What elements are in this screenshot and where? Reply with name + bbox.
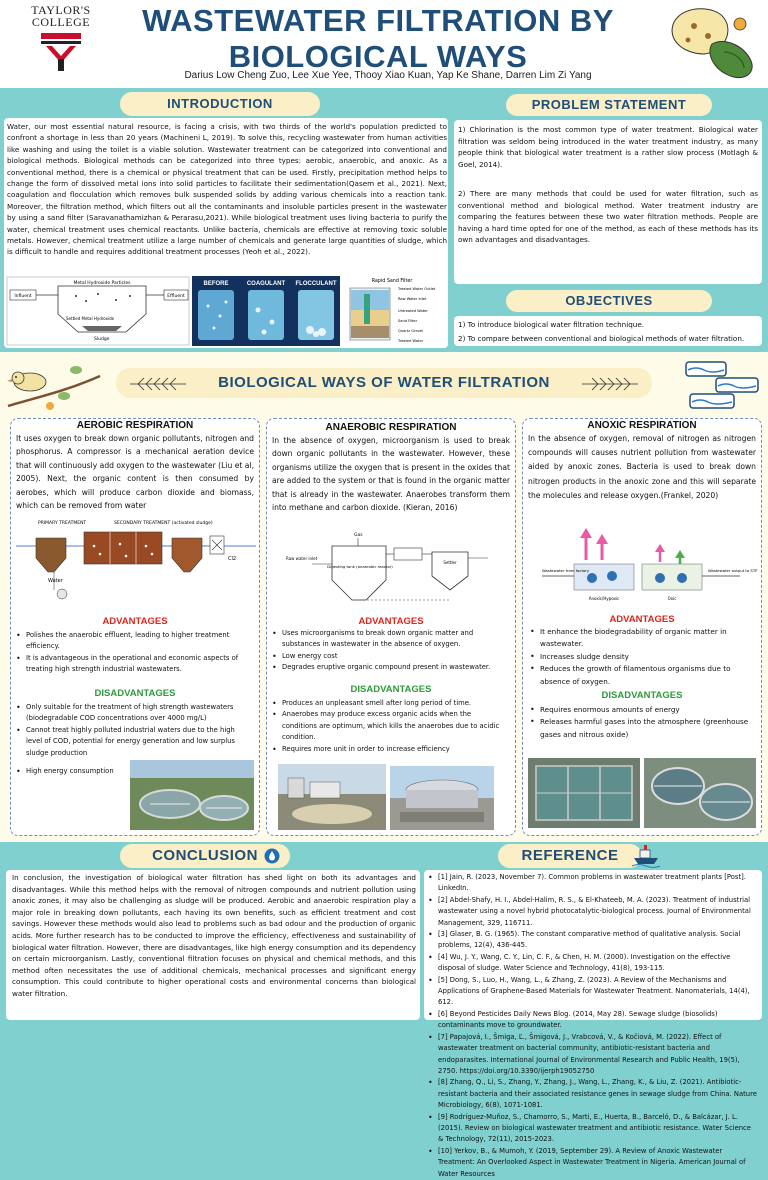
aerobic-diagram-primary-label: PRIMARY TREATMENT <box>38 521 87 526</box>
reference-item: • [1] Jain, R. (2023, November 7). Common problems in wastewater treatment plants [Post]. LinkedIn. <box>428 872 758 895</box>
anoxic-diagram-in-label: Wastewater from factory <box>542 568 590 573</box>
reference-heading: REFERENCE <box>498 844 642 868</box>
anoxic-adv-heading: ADVANTAGES <box>609 614 675 625</box>
anaerobic-plant-photo-2 <box>390 766 494 830</box>
precipitation-diagram <box>6 276 190 346</box>
aerobic-diagram <box>14 516 258 608</box>
aerobic-dis-list-2 <box>16 766 136 777</box>
logo-emblem-icon <box>38 31 84 73</box>
anoxic-diagram-zone1-label: Anoxic/Hypoxic <box>588 596 620 601</box>
anoxic-diagram-zone2-label: Oxic <box>667 596 677 601</box>
wheat-right-icon <box>580 372 640 394</box>
anaerobic-diagram-gas-label: Gas <box>354 533 363 538</box>
fig3-label-4: Sand Filter <box>398 319 418 323</box>
reference-item: • [5] Dong, S., Luo, H., Wang, L., & Zhang, Z. (2023). A Review of the Mechanisms and Applications of Graphene-Based Materials for Wastewater Treatment. Nanomaterials, 14(4), 612. <box>428 975 758 1009</box>
water-tanks-icon <box>680 356 764 412</box>
aerobic-heading: AEROBIC RESPIRATION <box>76 420 194 431</box>
reference-list <box>428 872 758 1180</box>
fig3-label-1: Treated Water Outlet <box>398 287 436 291</box>
reference-item: • [8] Zhang, Q., Li, S., Zhang, Y., Zhang, J., Wang, L., Zhang, K., & Liu, Z. (2021). Antibiotic-resistant bacteria and their associated resistance genes in sewage sludge from China. Nature Microbiology, 6(8), 1071-1081. <box>428 1077 758 1111</box>
aerobic-diagram-water-label: Water <box>48 578 63 584</box>
objective-1: 1) To introduce biological water filtration technique. <box>458 320 645 329</box>
aerobic-dis-heading: DISADVANTAGES <box>94 688 176 699</box>
anoxic-heading: ANOXIC RESPIRATION <box>587 420 697 431</box>
aerobic-diagram-secondary-label: SECONDARY TREATMENT (activated sludge) <box>114 521 213 526</box>
sand-filter-diagram <box>342 276 446 348</box>
aerobic-adv-heading: ADVANTAGES <box>102 616 168 627</box>
reference-item: • [4] Wu, J. Y., Wang, C. Y., Lin, C. F., & Chen, H. M. (2000). Investigation on the effective disposal of sludge. Water Science and Technology, 41(8), 193-115. <box>428 952 758 975</box>
aerobic-adv-item: • Polishes the anaerobic effluent, leading to higher treatment efficiency. <box>16 630 252 653</box>
college-logo <box>22 4 100 73</box>
aerobic-dis-item: • Only suitable for the treatment of high strength wastewaters (biodegradable COD concentrations over 4000 mg/L) <box>16 702 252 725</box>
problem-heading: PROBLEM STATEMENT <box>506 94 712 116</box>
reference-item: • [3] Glaser, B. G. (1965). The constant comparative method of qualitative analysis. Social problems, 12(4), 436-445. <box>428 929 758 952</box>
problem-text-1: 1) Chlorination is the most common type of water treatment. Biological water filtration was seldom being introduced in the water treatment industry, as many people think that biological water treatment is a rather slow process (Motlagh & Goel, 2014). <box>458 125 758 169</box>
anaerobic-dis-item: • Produces an unpleasant smell after long period of time. <box>272 698 508 709</box>
wheat-left-icon <box>128 372 188 394</box>
anaerobic-dis-item: • Requires more unit in order to increase efficiency <box>272 744 508 755</box>
conclusion-text: In conclusion, the investigation of biological water filtration has shed light on both its advantages and disadvantages. While this method helps with the removal of nitrogen compounds and nutrient pollution using anoxic zones, it may also be challenging as sludge will be produced. Aerobic and anaerobic respiration play a major role in breaking down pollutants, each having its own benefits, such as efficient treatment and cost savings. However these methods would also lead to problems such as bad odour and the production of organic acids. More further research has to be conducted to improve the efficiency, effectiveness and sustainability of biological water filtration. However, there are disadvantages, like high energy consumption and its dependency on certain microorganism. Lastly, conventional filtration focuses on physical and chemical methods, and this method often necessitates the use of additional chemicals, mechanical processes and significant energy consumption. This could contribute to higher operational costs and environmental concerns than biological water filtration. <box>12 873 416 998</box>
fig3-title: Rapid Sand Filter <box>371 279 413 284</box>
logo-text: TAYLOR'S COLLEGE <box>31 3 91 29</box>
anaerobic-adv-list <box>272 628 508 674</box>
fig1-effluent-label: Effluent <box>167 294 185 299</box>
introduction-heading: INTRODUCTION <box>120 92 320 116</box>
anoxic-adv-list <box>530 626 756 688</box>
fig3-label-5: Quartz Gravel <box>398 329 424 333</box>
reference-item: • [9] Rodríguez-Muñoz, S., Chamorro, S., Marti, E., Huerta, B., Barceló, D., & Balcázar, J. L. (2015). Review on biological wastewater treatment and antibiotic resistance. Water Science & Technology, 72(11), 2015-2023. <box>428 1112 758 1146</box>
anoxic-adv-item: • It enhance the biodegradability of organic matter in wastewater. <box>530 626 756 651</box>
anaerobic-adv-item: • Degrades eruptive organic compound present in wastewater. <box>272 662 508 673</box>
aerobic-dis-item: • High energy consumption <box>16 766 136 777</box>
fig3-label-2: Raw Water Inlet <box>398 297 427 301</box>
aerobic-adv-list <box>16 630 252 676</box>
water-drop-icon <box>264 848 280 864</box>
fig3-label-3: Untreated Water <box>398 309 428 313</box>
author-list: Darius Low Cheng Zuo, Lee Xue Yee, Thooy Xiao Kuan, Yap Ke Shane, Darren Lim Zi Yang <box>184 70 592 81</box>
fig2-before-label: BEFORE <box>203 281 229 287</box>
anaerobic-diagram-digester-label: Digesting tank (anaerobic reactor) <box>327 564 393 569</box>
anaerobic-adv-item: • Low energy cost <box>272 651 508 662</box>
anaerobic-diagram-raw-label: Raw water inlet <box>286 556 318 561</box>
anoxic-adv-item: • Reduces the growth of filamentous organisms due to absence of oxygen. <box>530 663 756 688</box>
anoxic-dis-item: • Releases harmful gases into the atmosphere (greenhouse gases and nitrous oxide) <box>530 716 756 741</box>
biological-heading: BIOLOGICAL WAYS OF WATER FILTRATION <box>116 368 652 398</box>
anoxic-text: In the absence of oxygen, removal of nitrogen as nitrogen compounds will causes nutrient pollution from wastewater aided by anoxic zones. Bacteria is used to break down nitrogen products in the anoxic zone and this will separate the molecules and release oxygen.(Frankel, 2020) <box>528 434 756 500</box>
anaerobic-text: In the absence of oxygen, microorganism is used to break down organic pollutants in the wastewater. However, these organisms utilize the oxygen that is present in the oxides that are added to the system or that is found in the organic matter that is already in the wastewater. Anaerobes transform them into methane and carbon dioxide. (Kieran, 2016) <box>272 436 510 513</box>
reference-item: • [6] Beyond Pesticides Daily News Blog. (2014, May 28). Sewage sludge (biosolids) contaminants move to groundwater. <box>428 1009 758 1032</box>
anoxic-diagram <box>540 526 758 610</box>
anoxic-dis-item: • Requires enormous amounts of energy <box>530 704 756 716</box>
fig2-flocculant-label: FLOCCULANT <box>295 281 337 287</box>
anaerobic-dis-item: • Anaerobes may produce excess organic acids when the conditions are optimum, which kills the anaerobes due to acidic condition. <box>272 709 508 743</box>
fig3-label-6: Treated Water <box>398 339 424 343</box>
anoxic-dis-heading: DISADVANTAGES <box>601 690 683 701</box>
poster-title: WASTEWATER FILTRATION BY BIOLOGICAL WAYS <box>142 3 614 74</box>
anaerobic-adv-item: • Uses microorganisms to break down organic matter and substances in wastewater in the absence of oxygen. <box>272 628 508 651</box>
ship-icon <box>632 842 660 868</box>
fig1-tank-label: Metal Hydroxide Particles <box>73 281 131 286</box>
anaerobic-diagram <box>282 528 492 608</box>
fig1-settled-label: Settled Metal Hydroxide <box>66 316 115 321</box>
reference-item: • [2] Abdel-Shafy, H. I., Abdel-Halim, R. S., & El-Khateeb, M. A. (2023). Treatment of industrial wastewater using a novel hybrid photocatalytic-biological process. Journal of Environmental Management, 329, 116711. <box>428 895 758 929</box>
anaerobic-dis-heading: DISADVANTAGES <box>350 684 432 695</box>
aerobic-adv-item: • It is advantageous in the operational and economic aspects of treating high strength industrial wastewaters. <box>16 653 252 676</box>
aerobic-dis-list <box>16 702 252 759</box>
anaerobic-adv-heading: ADVANTAGES <box>358 616 424 627</box>
fig1-influent-label: Influent <box>14 294 32 299</box>
reference-item: • [10] Yerkov, B., & Mumoh, Y. (2019, September 29). A Review of Anoxic Wastewater Treatment: An Overlooked Aspect in Wastewater Treatment in Nigeria. American Journal of Water Resources <box>428 1146 758 1180</box>
fig2-coagulant-label: COAGULANT <box>246 281 286 287</box>
anaerobic-diagram-settler-label: Settler <box>443 560 457 565</box>
anoxic-plant-photo-1 <box>528 758 640 828</box>
aerobic-plant-photo <box>130 760 254 830</box>
anoxic-dis-list <box>530 704 756 741</box>
decorative-fruit-icon <box>664 2 764 84</box>
aerobic-dis-item: • Cannot treat highly polluted industrial waters due to the high level of COD, potential for energy generation and low surplus sludge production <box>16 725 252 759</box>
aerobic-diagram-cl-label: Cl2 <box>228 556 237 562</box>
anaerobic-heading: ANAEROBIC RESPIRATION <box>325 422 457 433</box>
problem-text-2: 2) There are many methods that could be used for water filtration, such as conventional method and biological method. Water treatment industry are comparing the features between these two water filtration methods. People are having a hard time opted for one of the method, as each of these methods has its own advantages and disadvantages. <box>458 189 758 245</box>
fig1-sludge-label: Sludge <box>94 337 110 342</box>
reference-item: • [7] Papajová, I., Šmiga, Ľ., Šmigová, J., Vrabcová, V., & Kočiová, M. (2022). Effect of wastewater treatment on bacterial community, antibiotic-resistant bacteria and endoparasites. International Journal of Environmental Research and Public Health, 19(5), 2750. https://doi.org/10.3390/ijerph19052750 <box>428 1032 758 1078</box>
conclusion-heading: CONCLUSION <box>120 844 290 868</box>
objective-2: 2) To compare between conventional and biological methods of water filtration. <box>458 334 745 343</box>
coagulation-diagram <box>192 276 340 346</box>
introduction-text: Water, our most essential natural resource, is facing a crisis, with two thirds of the world's population predicted to confront a shortage in less than 20 years (Machineni L, 2019). To solve this, recycling wastewater from human activities like washing and using the toilet is a viable solution. Wastewater treatment can be categorized into conventional and biological methods. Biological methods can be categorized into three types: aerobic, anaerobic, and anoxic. As a conventional method, there is a chemical or physical treatment that can be used. Firstly, precipitation method helps to change the form of dissolved metal ions into solid particles to facilitate their sedimentation(Qasem et al., 2021). Next, coagulation and flocculation which removes bulk suspended solids by adding various chemicals into a reaction tank. Moreover, the filtration method, which filters out all the contaminants and insoluble particles present in the wastewater by using a sand filter (Saravanathamizhan & Perarasu,2021). While biological treatment uses living bacteria to purify the water, chemical treatment uses chemical reactants. Unlike bacteria, chemicals are effective at removing toxic soluble metals. However, chemical treatment utilize a large number of chemicals and generate large quantities of sludge, which is difficult to handle and requires additional treatment processes (Yeoh et al., 2022). <box>7 122 447 257</box>
bird-branch-icon <box>4 356 104 416</box>
objectives-heading: OBJECTIVES <box>506 290 712 312</box>
aerobic-text: It uses oxygen to break down organic pollutants, nitrogen and phosphorus. A compressor is a mechanical aeration device that will continuously add oxygen to the wastewater (Liu et al, 2005). Next, the organic content is then consumed by aerobes, which will produce carbon dioxide and biomass, which can be removed from water <box>16 434 254 511</box>
anoxic-plant-photo-2 <box>644 758 756 828</box>
anoxic-adv-item: • Increases sludge density <box>530 651 756 663</box>
anaerobic-dis-list <box>272 698 508 755</box>
anaerobic-plant-photo-1 <box>278 764 386 830</box>
anoxic-diagram-out-label: Wastewater output to STP <box>708 568 758 573</box>
